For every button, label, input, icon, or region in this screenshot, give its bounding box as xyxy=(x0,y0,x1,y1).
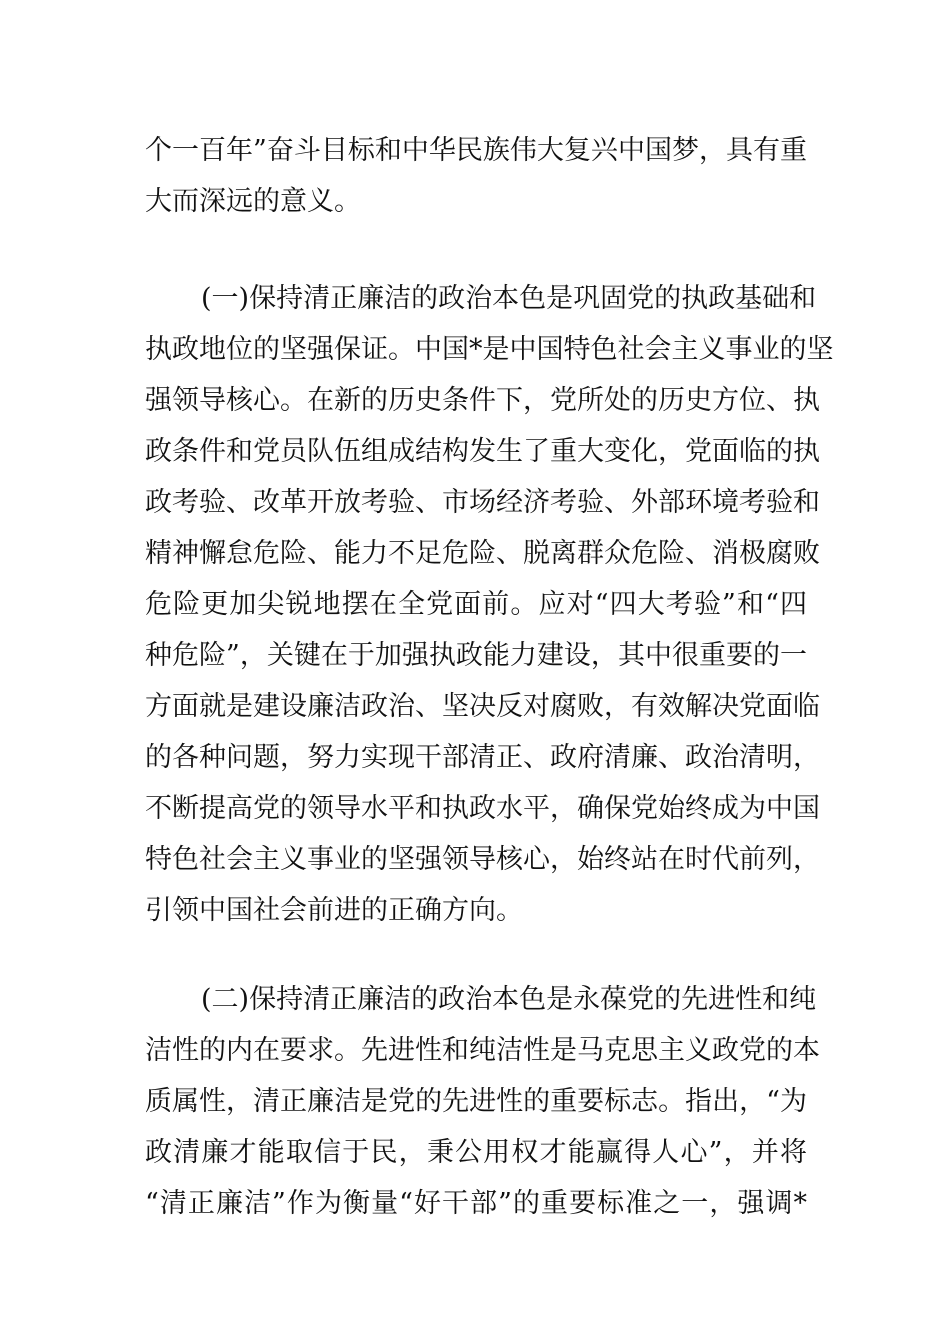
text-line: 不断提高党的领导水平和执政水平，确保党始终成为中国 xyxy=(145,793,820,824)
text-line: 特色社会主义事业的坚强领导核心，始终站在时代前列， xyxy=(145,844,820,875)
text-line: 政考验、改革开放考验、市场经济考验、外部环境考验和 xyxy=(145,487,820,518)
paragraph-section-two xyxy=(145,974,820,1229)
section-heading-line: (一)保持清正廉洁的政治本色是巩固党的执政基础和 xyxy=(201,283,817,314)
text-line: 的各种问题，努力实现干部清正、政府清廉、政治清明， xyxy=(145,742,820,773)
text-line: 大而深远的意义。 xyxy=(145,186,361,217)
text-line: 质属性，清正廉洁是党的先进性的重要标志。指出，“为 xyxy=(145,1086,807,1117)
text-line: 危险更加尖锐地摆在全党面前。应对“四大考验”和“四 xyxy=(145,589,807,620)
text-line: 种危险”，关键在于加强执政能力建设，其中很重要的一 xyxy=(145,640,807,671)
text-line: 洁性的内在要求。先进性和纯洁性是马克思主义政党的本 xyxy=(145,1035,820,1066)
paragraph-section-one xyxy=(145,273,834,936)
paragraph-intro-continuation xyxy=(145,125,807,227)
text-line: 方面就是建设廉洁政治、坚决反对腐败，有效解决党面临 xyxy=(145,691,820,722)
text-line: 强领导核心。在新的历史条件下，党所处的历史方位、执 xyxy=(145,385,820,416)
text-line: 政条件和党员队伍组成结构发生了重大变化，党面临的执 xyxy=(145,436,820,467)
section-heading-line: (二)保持清正廉洁的政治本色是永葆党的先进性和纯 xyxy=(201,984,817,1015)
text-line: 精神懈怠危险、能力不足危险、脱离群众危险、消极腐败 xyxy=(145,538,820,569)
text-line: 个一百年”奋斗目标和中华民族伟大复兴中国梦，具有重 xyxy=(145,135,807,166)
text-line: 执政地位的坚强保证。中国*是中国特色社会主义事业的坚 xyxy=(145,334,834,365)
text-line: “清正廉洁”作为衡量“好干部”的重要标准之一，强调* xyxy=(145,1188,807,1219)
text-line: 引领中国社会前进的正确方向。 xyxy=(145,895,523,926)
text-line: 政清廉才能取信于民，秉公用权才能赢得人心”，并将 xyxy=(145,1137,807,1168)
